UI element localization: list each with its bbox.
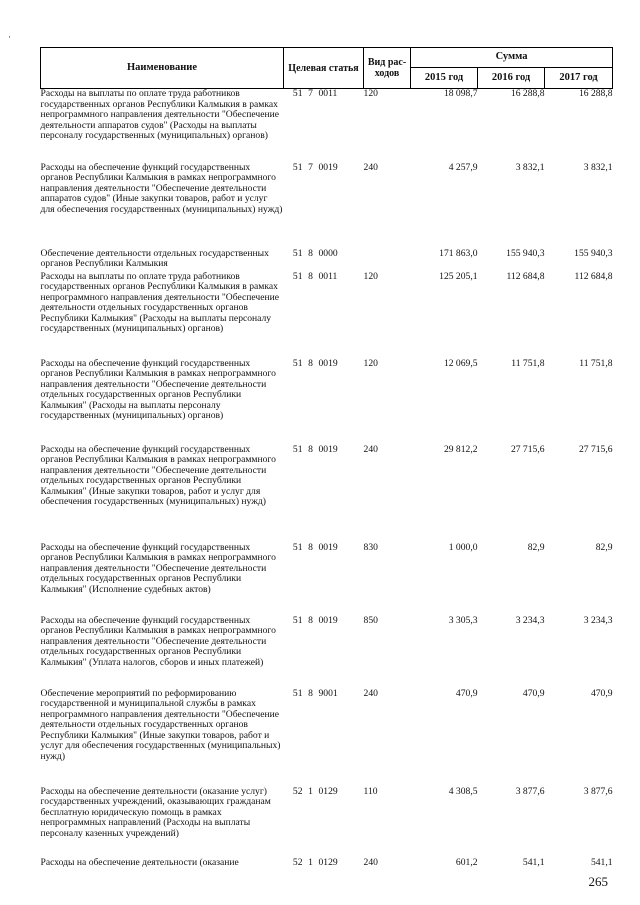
row-target-2: 1 xyxy=(308,785,313,797)
scan-mark: · xyxy=(8,32,11,42)
row-sum-2017: 470,9 xyxy=(590,687,613,699)
table-row xyxy=(41,89,613,163)
row-target-1: 51 xyxy=(292,270,303,282)
row-target-1: 51 xyxy=(292,247,303,259)
row-name: Расходы на обеспечение функций государственных органов Республики Калмыкия в рамках непрограммного направления деятельности "Обеспечение деятельности отдельных государственных органов Республики Калмыкия" (Иные закупки товаров, работ и услуг для обеспечения государственных (муниципальных) нужд) xyxy=(40,443,276,508)
table-row xyxy=(41,616,613,689)
row-target-3: 0019 xyxy=(318,541,338,553)
row-sum-2016: 82,9 xyxy=(527,541,545,553)
table-row xyxy=(41,858,613,872)
row-target-2: 8 xyxy=(308,357,313,369)
row-sum-2016: 470,9 xyxy=(522,687,545,699)
row-sum-2017: 3 877,6 xyxy=(583,785,613,797)
row-sum-2015: 125 205,1 xyxy=(439,270,478,282)
row-name: Расходы на выплаты по оплате труда работников государственных органов Республики Калмыкия в рамках непрограммного направления деятельности "Обеспечение деятельности аппаратов судов" (Расходы на выплаты персоналу государственных (муниципальных) органов) xyxy=(40,88,279,142)
row-target-1: 52 xyxy=(292,785,303,797)
row-expense-type xyxy=(364,249,411,272)
row-target-2: 7 xyxy=(308,161,313,173)
row-target-2: 8 xyxy=(308,541,313,553)
row-sum-2015: 3 305,3 xyxy=(448,614,478,626)
row-target-2: 8 xyxy=(308,247,313,259)
row-expense-type: 120 xyxy=(363,270,378,282)
row-target-2: 8 xyxy=(308,270,313,282)
table-row xyxy=(41,163,613,249)
row-sum-2016: 3 877,6 xyxy=(515,785,545,797)
row-sum-2017: 541,1 xyxy=(590,856,613,868)
row-sum-2016: 3 832,1 xyxy=(515,161,545,173)
row-name: Расходы на обеспечение функций государственных органов Республики Калмыкия в рамках непрограммного направления деятельности "Обеспечение деятельности отдельных государственных органов Республики Калмыкия" (Уплата налогов, сборов и иных платежей) xyxy=(40,614,276,668)
row-sum-2017: 16 288,8 xyxy=(578,88,613,99)
row-target-3: 0000 xyxy=(318,247,338,259)
row-sum-2016: 3 234,3 xyxy=(515,614,545,626)
row-target-2: 1 xyxy=(308,856,313,868)
row-sum-2016: 155 940,3 xyxy=(506,247,545,259)
row-expense-type: 850 xyxy=(363,614,378,626)
row-target-2: 8 xyxy=(308,687,313,699)
row-expense-type: 240 xyxy=(363,161,378,173)
row-expense-type: 240 xyxy=(363,443,378,455)
row-sum-2017: 27 715,6 xyxy=(578,443,613,455)
row-name: Расходы на обеспечение функций государственных органов Республики Калмыкия в рамках непрограммного направления деятельности "Обеспечение деятельности отдельных государственных органов Республики Калмыкия" (Расходы на выплаты персоналу государственных (муниципальных) органов) xyxy=(40,357,276,422)
row-target-3: 0011 xyxy=(318,270,338,282)
row-target-1: 51 xyxy=(292,161,303,173)
row-sum-2015: 4 308,5 xyxy=(448,785,478,797)
row-sum-2015: 171 863,0 xyxy=(439,247,478,259)
table-row xyxy=(41,787,613,858)
table-row xyxy=(41,543,613,616)
row-sum-2015: 601,2 xyxy=(455,856,478,868)
row-expense-type: 110 xyxy=(363,785,378,797)
row-sum-2016: 27 715,6 xyxy=(510,443,545,455)
row-target-3: 0129 xyxy=(318,785,338,797)
header-expense-type: Вид рас-ходов xyxy=(364,48,411,89)
row-name: Расходы на выплаты по оплате труда работников государственных органов Республики Калмыкия в рамках непрограммного направления деятельности "Обеспечение деятельности отдельных государственных органов Республики Калмыкия" (Расходы на выплаты персоналу государственных (муниципальных) органов) xyxy=(40,270,279,335)
row-target-1: 51 xyxy=(292,443,303,455)
header-year-2016: 2016 год xyxy=(478,68,545,89)
row-expense-type: 120 xyxy=(363,88,378,99)
row-target-1: 51 xyxy=(292,541,303,553)
row-sum-2015: 29 812,2 xyxy=(443,443,478,455)
row-sum-2017: 3 234,3 xyxy=(583,614,613,626)
header-year-2017: 2017 год xyxy=(545,68,613,89)
row-sum-2015: 12 069,5 xyxy=(443,357,478,369)
header-row xyxy=(41,48,613,68)
row-target-3: 0019 xyxy=(318,161,338,173)
row-target-2: 8 xyxy=(308,443,313,455)
row-sum-2015: 18 098,7 xyxy=(443,88,478,99)
row-target-1: 51 xyxy=(292,88,303,99)
row-name: Обеспечение деятельности отдельных государственных органов Республики Калмыкия xyxy=(40,247,269,270)
header-sum: Сумма xyxy=(411,48,613,68)
row-sum-2016: 112 684,8 xyxy=(506,270,545,282)
row-sum-2017: 3 832,1 xyxy=(583,161,613,173)
row-target-3: 9001 xyxy=(318,687,338,699)
row-expense-type: 240 xyxy=(363,687,378,699)
row-sum-2017: 112 684,8 xyxy=(574,270,613,282)
row-sum-2016: 541,1 xyxy=(522,856,545,868)
row-name: Расходы на обеспечение деятельности (оказание xyxy=(40,856,239,868)
table-row xyxy=(41,272,613,359)
table-row xyxy=(41,689,613,787)
table-row xyxy=(41,249,613,272)
row-name: Расходы на обеспечение функций государственных органов Республики Калмыкия в рамках непрограммного направления деятельности "Обеспечение деятельности аппаратов судов" (Иные закупки товаров, работ и услуг для обеспечения государственных (муниципальных) нужд) xyxy=(40,161,283,215)
row-name: Расходы на обеспечение функций государственных органов Республики Калмыкия в рамках непрограммного направления деятельности "Обеспечение деятельности отдельных государственных органов Республики Калмыкия" (Исполнение судебных актов) xyxy=(40,541,276,595)
row-target-1: 51 xyxy=(292,357,303,369)
row-sum-2017: 82,9 xyxy=(595,541,613,553)
row-target-3: 0011 xyxy=(318,88,338,99)
row-target-1: 51 xyxy=(292,687,303,699)
row-expense-type: 120 xyxy=(363,357,378,369)
budget-table xyxy=(40,47,613,872)
row-expense-type: 240 xyxy=(363,856,378,868)
header-name: Наименование xyxy=(41,48,284,89)
page-number: 265 xyxy=(588,874,608,889)
row-target-3: 0129 xyxy=(318,856,338,868)
table-row xyxy=(41,359,613,445)
row-target-1: 51 xyxy=(292,614,303,626)
row-target-3: 0019 xyxy=(318,357,338,369)
row-sum-2015: 4 257,9 xyxy=(448,161,478,173)
header-year-2015: 2015 год xyxy=(411,68,478,89)
row-target-1: 52 xyxy=(292,856,303,868)
row-sum-2016: 16 288,8 xyxy=(510,88,545,99)
row-sum-2017: 11 751,8 xyxy=(579,357,613,369)
row-expense-type: 830 xyxy=(363,541,378,553)
row-target-3: 0019 xyxy=(318,614,338,626)
row-target-2: 7 xyxy=(308,88,313,99)
row-target-3: 0019 xyxy=(318,443,338,455)
row-sum-2017: 155 940,3 xyxy=(574,247,613,259)
row-sum-2015: 470,9 xyxy=(455,687,478,699)
header-target: Целевая статья xyxy=(284,48,364,89)
row-name: Расходы на обеспечение деятельности (оказание услуг) государственных учреждений, оказывающих гражданам бесплатную юридическую помощь в рамках непрограммных направлений (Расходы на выплаты персоналу казенных учреждений) xyxy=(40,785,271,839)
table-row xyxy=(41,445,613,543)
row-target-2: 8 xyxy=(308,614,313,626)
row-sum-2015: 1 000,0 xyxy=(448,541,478,553)
row-sum-2016: 11 751,8 xyxy=(511,357,545,369)
row-name: Обеспечение мероприятий по реформированию государственной и муниципальной службы в рамках непрограммного направления деятельности "Обеспечение деятельности отдельных государственных органов Республики Калмыкия" (Иные закупки товаров, работ и услуг для обеспечения государственных (муниципальных) нужд) xyxy=(40,687,281,763)
